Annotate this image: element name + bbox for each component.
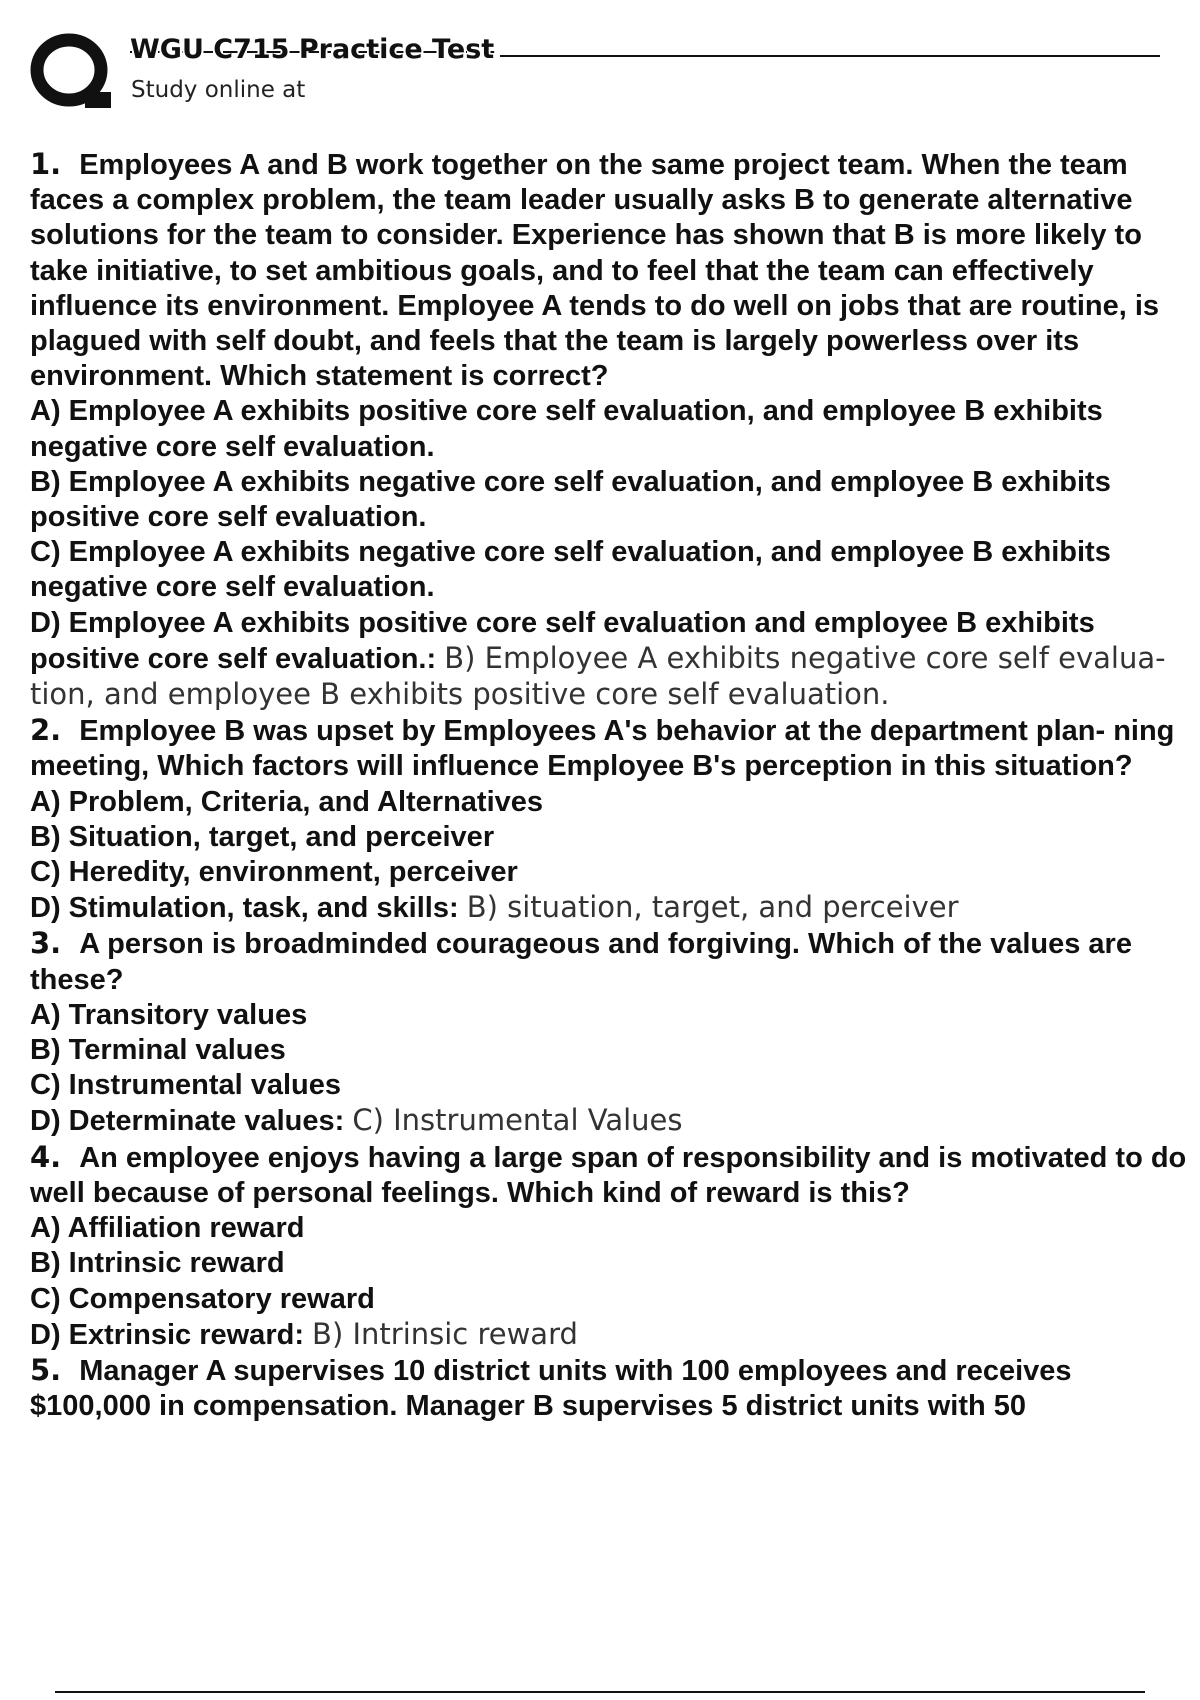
answer-option: C) Compensatory reward xyxy=(30,1282,375,1315)
question-list xyxy=(30,147,1190,1424)
answer-option: C) Employee A exhibits negative core self evaluation, and employee B exhibits negative core self evaluation. xyxy=(30,536,1111,604)
question-text xyxy=(30,713,1190,784)
question-block xyxy=(30,147,1190,713)
question-block xyxy=(30,1140,1190,1353)
correct-answer: B) Intrinsic reward xyxy=(312,1316,578,1351)
answer-option: B) Terminal values xyxy=(30,1034,286,1067)
question-prompt: Employees A and B work together on the same project team. When the team faces a complex problem, the team leader usually asks B to generate alternative solutions for the team to consider. Experience has shown that B is more likely to take initiative, to set ambitious goals, and to feel that the team can effectively influence its environment. Employee A tends to do well on jobs that are routine, is plagued with self doubt, and feels that the team is largely powerless over its environment. Which statement is correct? xyxy=(30,149,1160,393)
question-block xyxy=(30,1353,1190,1424)
footer-divider xyxy=(55,1691,1145,1693)
question-text xyxy=(30,1140,1190,1211)
answer-option-text: D) Stimulation, task, and skills: xyxy=(30,892,459,925)
answer-option-last xyxy=(30,890,1190,926)
question-prompt: An employee enjoys having a large span of responsibility and is motivated to do well because of personal feelings. Which kind of reward is this? xyxy=(30,1141,1187,1209)
correct-answer: B) situation, target, and perceiver xyxy=(466,890,959,925)
quizlet-q-logo-icon xyxy=(30,32,112,110)
page-header xyxy=(30,30,1140,110)
correct-answer: B) Employee A exhibits negative core self evalua- tion, and employee B exhibits positive core self evaluation. xyxy=(30,640,1166,712)
answer-option: A) Employee A exhibits positive core self evaluation, and employee B exhibits negative core self evaluation. xyxy=(30,395,1103,463)
page-subtitle: Study online at xyxy=(131,77,306,103)
answer-option-last xyxy=(30,606,1190,714)
answer-option-text: D) Employee A exhibits positive core self evaluation and employee B exhibits positive core self evaluation.: xyxy=(30,606,1095,675)
question-number: 1. xyxy=(30,147,62,181)
header-divider xyxy=(500,55,1160,57)
answer-option: C) Instrumental values xyxy=(30,1069,342,1102)
answer-option: B) Intrinsic reward xyxy=(30,1247,285,1280)
answer-option: B) Situation, target, and perceiver xyxy=(30,820,495,853)
question-number: 3. xyxy=(30,926,62,961)
answer-option-text: D) Determinate values: xyxy=(30,1105,345,1138)
answer-option-last xyxy=(30,1103,1190,1139)
question-text xyxy=(30,147,1190,394)
answer-option: B) Employee A exhibits negative core self evaluation, and employee B exhibits positive core self evaluation. xyxy=(30,465,1111,534)
question-number: 2. xyxy=(30,713,62,748)
question-prompt: Manager A supervises 10 district units with 100 employees and receives $100,000 in compensation. Manager B supervises 5 district units with 50 xyxy=(30,1354,1072,1423)
question-block xyxy=(30,713,1190,926)
answer-option: A) Transitory values xyxy=(30,998,308,1031)
answer-option-last xyxy=(30,1317,1190,1353)
question-prompt: Employee B was upset by Employees A's behavior at the department plan- ning meeting, Which factors will influence Employee B's perception in this situation? xyxy=(30,715,1175,783)
answer-option-text: D) Extrinsic reward: xyxy=(30,1318,304,1351)
question-text xyxy=(30,1353,1190,1424)
question-text xyxy=(30,926,1190,997)
correct-answer: C) Instrumental Values xyxy=(352,1103,683,1138)
answer-option: A) Affiliation reward xyxy=(30,1212,305,1245)
question-block xyxy=(30,926,1190,1139)
question-prompt: A person is broadminded courageous and forgiving. Which of the values are these? xyxy=(30,928,1132,996)
question-number: 4. xyxy=(30,1139,62,1174)
question-number: 5. xyxy=(30,1352,62,1387)
answer-option: A) Problem, Criteria, and Alternatives xyxy=(30,785,544,818)
answer-option: C) Heredity, environment, perceiver xyxy=(30,856,518,889)
page-title: WGU C715 Practice Test xyxy=(130,34,495,65)
